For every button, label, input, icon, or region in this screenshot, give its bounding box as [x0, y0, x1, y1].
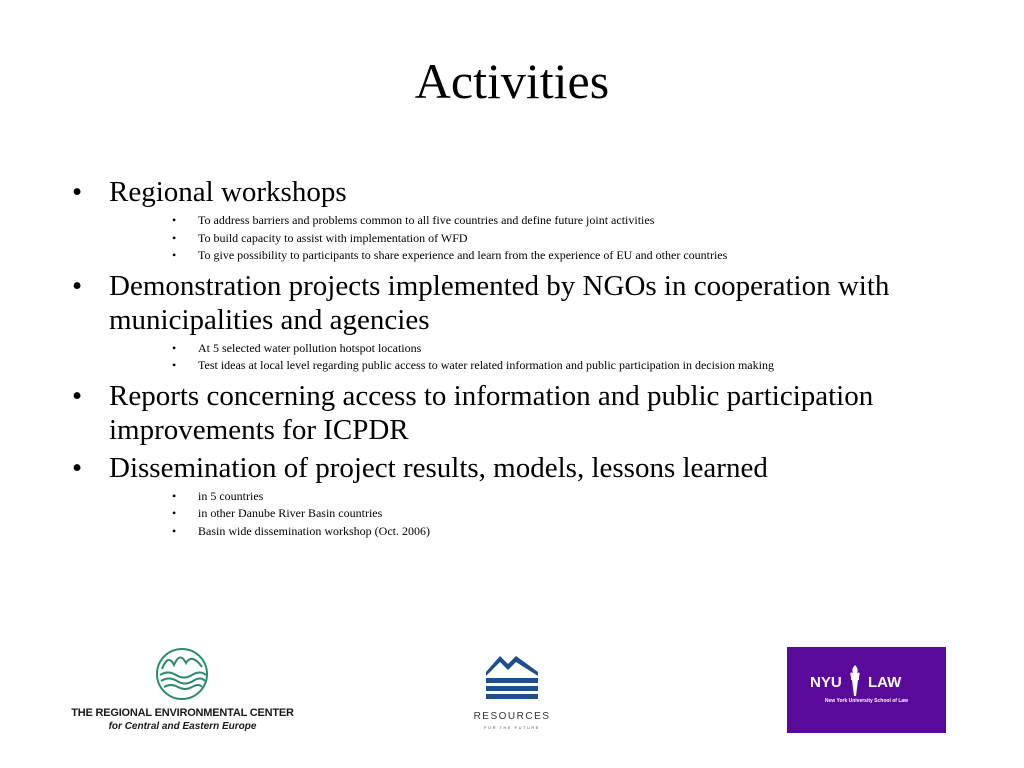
rff-tagline: FOR THE FUTURE	[484, 725, 540, 730]
law-text: LAW	[868, 674, 902, 691]
bullet-marker: •	[72, 269, 83, 302]
sub-bullet-marker: •	[172, 488, 177, 503]
bullet-item	[72, 451, 972, 485]
sub-bullet-marker: •	[172, 523, 177, 538]
sub-bullet-marker: •	[172, 248, 177, 262]
sub-bullet-text: At 5 selected water pollution hotspot locations	[198, 340, 422, 355]
sub-bullet-marker: •	[172, 358, 177, 372]
nyu-text: NYU	[810, 674, 842, 691]
bullet-marker: •	[72, 176, 83, 208]
bullet-marker: •	[72, 451, 83, 484]
sub-bullet-marker: •	[172, 340, 177, 355]
bullet-item	[72, 175, 972, 209]
sub-bullet-item	[72, 340, 972, 358]
sub-bullet-list	[72, 340, 972, 375]
sub-bullet-item	[72, 505, 972, 523]
bullet-marker: •	[72, 379, 83, 412]
bullet-item	[72, 379, 972, 447]
bullet-item	[72, 269, 972, 337]
sub-bullet-list	[72, 488, 972, 541]
slide-title: Activities	[414, 53, 610, 109]
sub-bullet-item	[72, 357, 972, 375]
sub-bullet-text: To give possibility to participants to share experience and learn from the experience of EU and other countries	[198, 248, 728, 262]
nyu-law-logo	[787, 647, 946, 733]
sub-bullet-item	[72, 488, 972, 506]
bullet-text: Demonstration projects implemented by NGOs in cooperation with municipalities and agencies	[109, 269, 890, 336]
rec-emblem-icon	[154, 645, 210, 703]
sub-bullet-list	[72, 212, 972, 265]
bullet-text: Dissemination of project results, models, lessons learned	[109, 451, 768, 484]
sub-bullet-item	[72, 523, 972, 541]
sub-bullet-item	[72, 212, 972, 230]
sub-bullet-text: To build capacity to assist with implementation of WFD	[198, 230, 468, 245]
sub-bullet-text: Basin wide dissemination workshop (Oct. 2006)	[198, 523, 430, 538]
bullet-text: Reports concerning access to information and public participation improvements for ICPDR	[109, 379, 874, 446]
torch-icon	[847, 663, 863, 697]
sub-bullet-marker: •	[172, 213, 177, 227]
sub-bullet-item	[72, 230, 972, 248]
rff-logo	[466, 650, 558, 735]
rff-name: RESOURCES	[473, 711, 551, 722]
sub-bullet-text: in 5 countries	[198, 488, 264, 503]
rec-subtitle: for Central and Eastern Europe	[108, 721, 257, 732]
rec-name: THE REGIONAL ENVIRONMENTAL CENTER	[71, 707, 294, 719]
sub-bullet-text: Test ideas at local level regarding public access to water related information and public participation in decision making	[198, 358, 774, 372]
sub-bullet-marker: •	[172, 230, 177, 245]
sub-bullet-text: in other Danube River Basin countries	[198, 506, 383, 520]
sub-bullet-item	[72, 247, 972, 265]
rec-logo	[70, 645, 295, 740]
nyu-subtitle: New York University School of Law	[824, 698, 909, 704]
sub-bullet-marker: •	[172, 506, 177, 520]
sub-bullet-text: To address barriers and problems common to all five countries and define future joint activities	[198, 213, 655, 227]
bullet-list	[72, 175, 972, 542]
rff-emblem-icon	[486, 650, 538, 702]
bullet-text: Regional workshops	[109, 176, 347, 208]
